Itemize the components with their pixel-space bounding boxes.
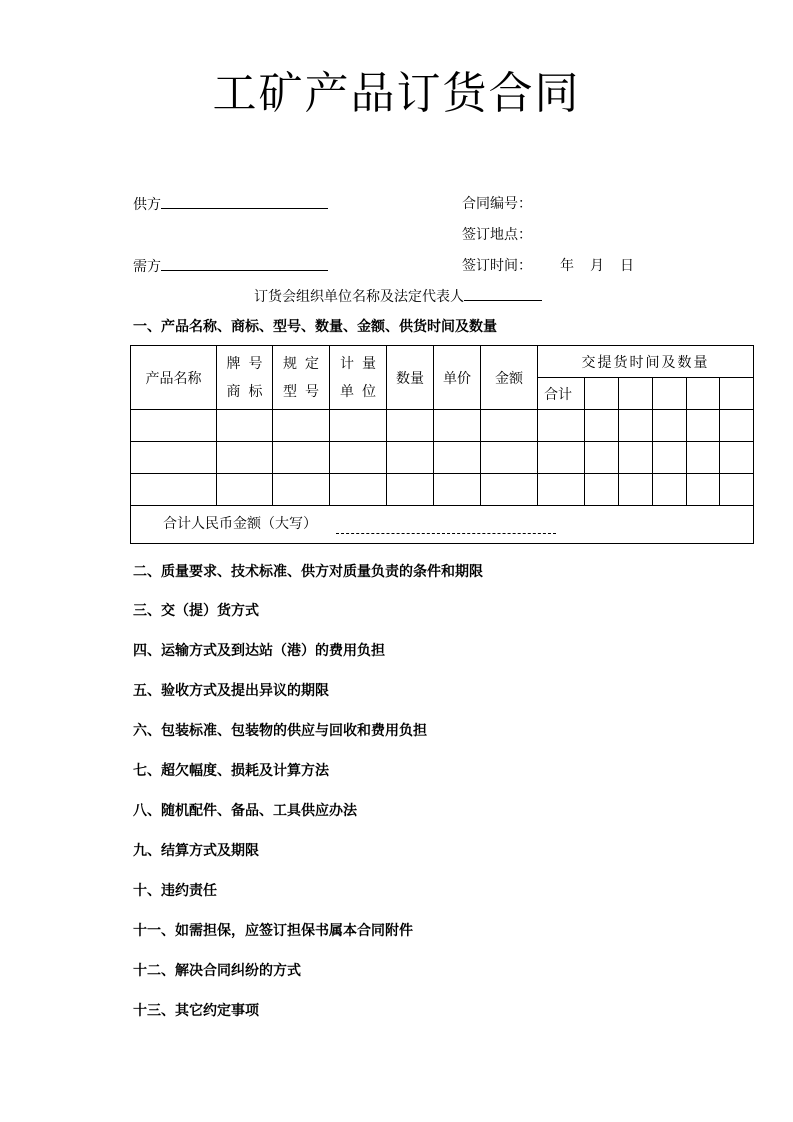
table-cell[interactable] — [538, 442, 585, 474]
table-row — [131, 410, 754, 442]
date-day: 日 — [620, 258, 634, 274]
table-cell[interactable] — [434, 442, 481, 474]
table-cell[interactable] — [653, 474, 687, 506]
organizer-field — [254, 286, 542, 307]
contract-number-label: 合同编号： — [462, 196, 532, 212]
table-cell[interactable] — [330, 442, 387, 474]
section-heading: 五、验收方式及提出异议的期限 — [133, 683, 329, 699]
sign-time-field — [462, 256, 634, 276]
table-cell[interactable] — [217, 442, 273, 474]
total-rmb-label: 合计人民币金额（大写） — [163, 516, 317, 532]
table-cell[interactable] — [619, 442, 653, 474]
date-month: 月 — [590, 258, 604, 274]
table-cell[interactable] — [481, 474, 538, 506]
table-cell[interactable] — [481, 442, 538, 474]
delivery-slot — [653, 378, 687, 410]
table-cell[interactable] — [434, 410, 481, 442]
table-cell[interactable] — [131, 474, 217, 506]
total-cell — [131, 506, 754, 544]
table-cell[interactable] — [387, 410, 434, 442]
table-cell[interactable] — [619, 410, 653, 442]
header-brand: 牌号 商标 — [217, 346, 273, 410]
organizer-label: 订货会组织单位名称及法定代表人 — [254, 289, 464, 305]
section-heading: 七、超欠幅度、损耗及计算方法 — [133, 763, 329, 779]
organizer-blank[interactable] — [464, 286, 542, 301]
table-cell[interactable] — [273, 442, 330, 474]
contract-title: 工矿产品订货合同 — [212, 68, 581, 119]
table-cell[interactable] — [585, 474, 619, 506]
table-cell[interactable] — [585, 410, 619, 442]
buyer-field — [133, 256, 328, 277]
section-heading: 八、随机配件、备品、工具供应办法 — [133, 803, 357, 819]
header-delivery: 交提货时间及数量 — [538, 346, 754, 378]
table-row — [131, 474, 754, 506]
table-cell[interactable] — [131, 442, 217, 474]
table-cell[interactable] — [619, 474, 653, 506]
date-year: 年 — [560, 258, 574, 274]
table-cell[interactable] — [687, 442, 720, 474]
header-product-name: 产品名称 — [131, 346, 217, 410]
table-cell[interactable] — [330, 410, 387, 442]
table-cell[interactable] — [687, 410, 720, 442]
supplier-label: 供方 — [133, 197, 161, 213]
buyer-blank[interactable] — [161, 256, 328, 271]
table-cell[interactable] — [217, 410, 273, 442]
delivery-slot — [619, 378, 653, 410]
table-cell[interactable] — [131, 410, 217, 442]
header-spec: 规定 型号 — [273, 346, 330, 410]
supplier-field — [133, 194, 328, 215]
section-heading: 六、包装标准、包装物的供应与回收和费用负担 — [133, 723, 427, 739]
table-cell[interactable] — [387, 474, 434, 506]
table-cell[interactable] — [538, 410, 585, 442]
header-quantity: 数量 — [387, 346, 434, 410]
sign-time-label: 签订时间： — [462, 258, 532, 274]
header-unit: 计量 单位 — [330, 346, 387, 410]
table-cell[interactable] — [687, 474, 720, 506]
section-heading: 十一、如需担保，应签订担保书属本合同附件 — [133, 923, 413, 939]
section-heading: 十三、其它约定事项 — [133, 1003, 259, 1019]
supplier-blank[interactable] — [161, 194, 328, 209]
table-cell[interactable] — [330, 474, 387, 506]
delivery-slot — [720, 378, 754, 410]
sign-place-label: 签订地点： — [462, 227, 532, 243]
table-cell[interactable] — [387, 442, 434, 474]
section-heading: 十二、解决合同纠纷的方式 — [133, 963, 301, 979]
buyer-label: 需方 — [133, 259, 161, 275]
product-table — [130, 345, 754, 544]
section-heading: 二、质量要求、技术标准、供方对质量负责的条件和期限 — [133, 564, 483, 580]
table-cell[interactable] — [585, 442, 619, 474]
table-cell[interactable] — [273, 474, 330, 506]
section-1-heading: 一、产品名称、商标、型号、数量、金额、供货时间及数量 — [133, 319, 497, 335]
section-heading: 三、交（提）货方式 — [133, 603, 259, 619]
table-cell[interactable] — [720, 410, 754, 442]
table-cell[interactable] — [273, 410, 330, 442]
section-heading: 四、运输方式及到达站（港）的费用负担 — [133, 643, 385, 659]
section-heading: 十、违约责任 — [133, 883, 217, 899]
header-unit-price: 单价 — [434, 346, 481, 410]
table-cell[interactable] — [434, 474, 481, 506]
table-cell[interactable] — [538, 474, 585, 506]
total-rmb-blank[interactable] — [336, 533, 556, 534]
table-cell[interactable] — [720, 474, 754, 506]
table-cell[interactable] — [720, 442, 754, 474]
table-cell[interactable] — [653, 410, 687, 442]
section-heading: 九、结算方式及期限 — [133, 843, 259, 859]
table-row — [131, 442, 754, 474]
table-cell[interactable] — [217, 474, 273, 506]
header-amount: 金额 — [481, 346, 538, 410]
header-total: 合计 — [538, 378, 585, 410]
delivery-slot — [687, 378, 720, 410]
table-cell[interactable] — [481, 410, 538, 442]
delivery-slot — [585, 378, 619, 410]
table-cell[interactable] — [653, 442, 687, 474]
total-row — [131, 506, 754, 544]
